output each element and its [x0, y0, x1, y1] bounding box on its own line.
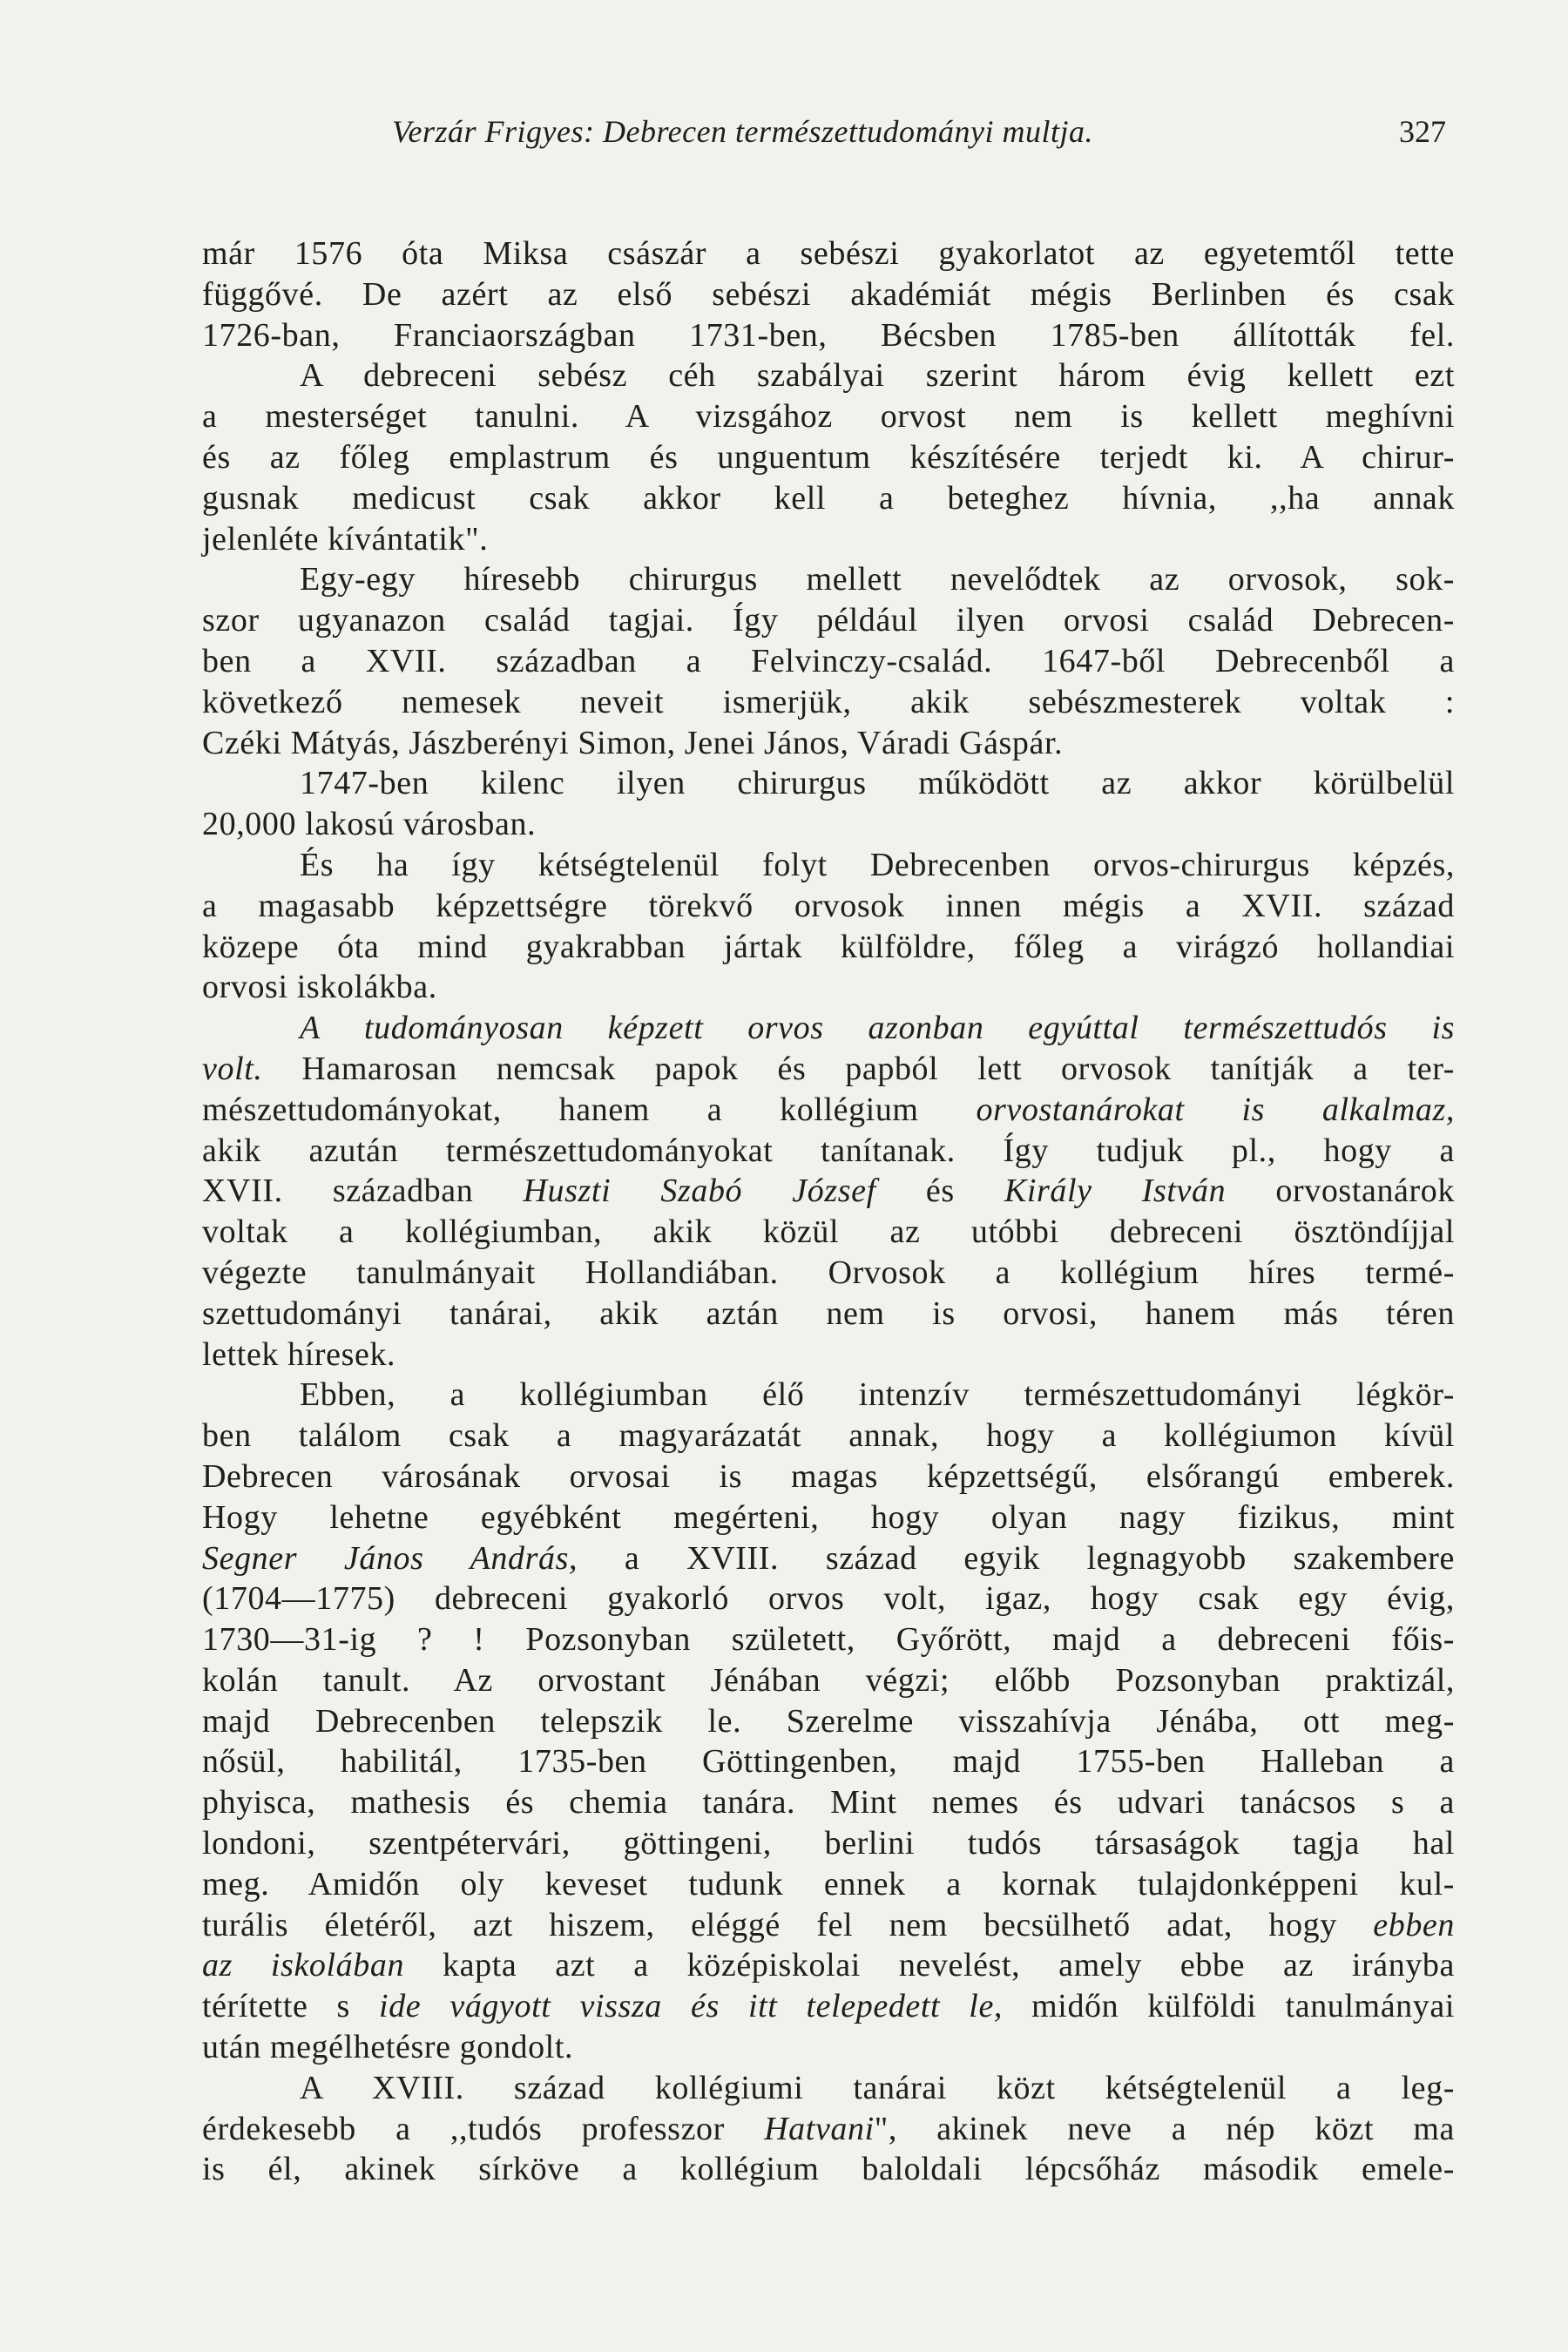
text-line: közepe óta mind gyakrabban jártak külföldre, főleg a virágzó hollandiai [202, 928, 1455, 965]
body-text [202, 233, 1455, 2190]
italic-phrase: volt. [202, 1050, 263, 1087]
text-line-mixed [202, 1538, 1455, 1579]
text-line-mixed [202, 1049, 1455, 1090]
text-line: a mesterséget tanulni. A vizsgához orvost nem is kellett meghívni [202, 398, 1455, 436]
text-line: ben találom csak a magyarázatát annak, hogy a kollégiumon kívül [202, 1417, 1455, 1455]
text-line: (1704—1775) debreceni gyakorló orvos volt, igaz, hogy csak egy évig, [202, 1580, 1455, 1618]
italic-phrase: az iskolában [202, 1947, 405, 1984]
text-line: végezte tanulmányait Hollandiában. Orvosok a kollégium híres termé- [202, 1254, 1455, 1291]
text-line: 1747-ben kilenc ilyen chirurgus működött az akkor körülbelül [300, 765, 1455, 802]
text-line: jelenléte kívántatik". [202, 520, 489, 558]
text-line: lettek híresek. [202, 1335, 396, 1373]
text-line: függővé. De azért az első sebészi akadémiát mégis Berlinben és csak [202, 275, 1455, 313]
text-line: majd Debrecenben telepszik le. Szerelme visszahívja Jénába, ott meg- [202, 1702, 1455, 1740]
text-line: És ha így kétségtelenül folyt Debrecenben orvos-chirurgus képzés, [300, 846, 1455, 883]
text-line: is él, akinek sírköve a kollégium baloldali lépcsőház második emele- [202, 2151, 1455, 2188]
text-segment: orvostanárok [1275, 1173, 1455, 1210]
text-segment: kapta azt a középiskolai nevelést, amely ebbe az irányba [443, 1947, 1455, 1984]
text-line: voltak a kollégiumban, akik közül az utóbbi debreceni ösztöndíjjal [202, 1213, 1455, 1251]
italic-phrase: ide vágyott vissza és itt telepedett le, [379, 1988, 1004, 2025]
text-line-mixed [202, 1171, 1455, 1212]
text-line: szor ugyanazon család tagjai. Így például ilyen orvosi család Debrecen- [202, 602, 1455, 639]
running-title: Verzár Frigyes: Debrecen természettudományi multja. [392, 114, 1094, 149]
text-line: ben a XVII. században a Felvinczy-család. 1647-ből Debrecenből a [202, 642, 1455, 679]
text-line: gusnak medicust csak akkor kell a beteghez hívnia, ,,ha annak [202, 479, 1455, 517]
text-line: a magasabb képzettségre törekvő orvosok innen mégis a XVII. század [202, 887, 1455, 924]
italic-phrase: Huszti Szabó József [523, 1173, 876, 1210]
text-line-mixed [202, 1986, 1455, 2027]
text-line: kolán tanult. Az orvostant Jénában végzi; előbb Pozsonyban praktizál, [202, 1661, 1455, 1699]
italic-phrase: orvostanárokat is alkalmaz, [976, 1091, 1455, 1128]
text-line: Ebben, a kollégiumban élő intenzív természettudományi légkör- [300, 1376, 1455, 1414]
text-segment: a XVIII. század egyik legnagyobb szakembere [624, 1539, 1455, 1577]
italic-phrase: Hatvani [764, 2110, 875, 2147]
text-line: meg. Amidőn oly keveset tudunk ennek a kornak tulajdonképpeni kul- [202, 1865, 1455, 1903]
text-line-mixed [202, 1945, 1455, 1986]
text-line: akik azután természettudományokat tanítanak. Így tudjuk pl., hogy a [202, 1132, 1455, 1169]
page-number: 327 [1399, 114, 1446, 149]
text-segment: mészettudományokat, hanem a kollégium [202, 1091, 919, 1128]
text-line: nősül, habilitál, 1735-ben Göttingenben, majd 1755-ben Halleban a [202, 1743, 1455, 1781]
text-line: 20,000 lakosú városban. [202, 806, 537, 843]
text-line: Egy-egy híresebb chirurgus mellett nevelődtek az orvosok, sok- [300, 561, 1455, 598]
text-line-mixed [202, 2109, 1455, 2150]
text-segment: és [925, 1173, 955, 1210]
text-line: 1730—31-ig ? ! Pozsonyban született, Győrött, majd a debreceni főis- [202, 1621, 1455, 1659]
text-segment: turális életéről, azt hiszem, eléggé fel nem becsülhető adat, hogy [202, 1906, 1337, 1943]
text-line: szettudományi tanárai, akik aztán nem is orvosi, hanem más téren [202, 1294, 1455, 1332]
text-line: orvosi iskolákba. [202, 969, 437, 1006]
text-line-italic: A tudományosan képzett orvos azonban egyúttal természettudós is [300, 1010, 1455, 1047]
text-segment: érdekesebb a ,,tudós professzor [202, 2110, 725, 2147]
text-line: phyisca, mathesis és chemia tanára. Mint nemes és udvari tanácsos s a [202, 1784, 1455, 1821]
text-line: A debreceni sebész céh szabályai szerint három évig kellett ezt [300, 357, 1455, 395]
text-line: Debrecen városának orvosai is magas képzettségű, elsőrangú emberek. [202, 1457, 1455, 1495]
text-line: Czéki Mátyás, Jászberényi Simon, Jenei János, Váradi Gáspár. [202, 724, 1064, 761]
text-line-mixed [202, 1905, 1455, 1946]
italic-phrase: Király István [1004, 1173, 1227, 1210]
text-line-mixed [202, 1090, 1455, 1131]
running-header [218, 113, 1446, 157]
text-line: londoni, szentpétervári, göttingeni, berlini tudós társaságok tagja hal [202, 1825, 1455, 1862]
text-line: után megélhetésre gondolt. [202, 2029, 574, 2066]
text-segment: midőn külföldi tanulmányai [1031, 1988, 1456, 2025]
text-segment: ", akinek neve a nép közt ma [874, 2110, 1455, 2147]
text-line: már 1576 óta Miksa császár a sebészi gyakorlatot az egyetemtől tette [202, 235, 1455, 272]
text-segment: térítette s [202, 1988, 350, 2025]
text-line: és az főleg emplastrum és unguentum készítésére terjedt ki. A chirur- [202, 438, 1455, 476]
text-segment: XVII. században [202, 1173, 474, 1210]
text-line: A XVIII. század kollégiumi tanárai közt kétségtelenül a leg- [300, 2069, 1455, 2106]
italic-phrase: Segner János András, [202, 1539, 578, 1577]
text-line: következő nemesek neveit ismerjük, akik sebészmesterek voltak : [202, 683, 1455, 720]
text-line: Hogy lehetne egyébként megérteni, hogy olyan nagy fizikus, mint [202, 1498, 1455, 1536]
italic-phrase: ebben [1373, 1906, 1455, 1943]
text-line: 1726-ban, Franciaországban 1731-ben, Bécsben 1785-ben állították fel. [202, 316, 1455, 354]
text-segment: Hamarosan nemcsak papok és papból lett orvosok tanítják a ter- [301, 1050, 1455, 1087]
